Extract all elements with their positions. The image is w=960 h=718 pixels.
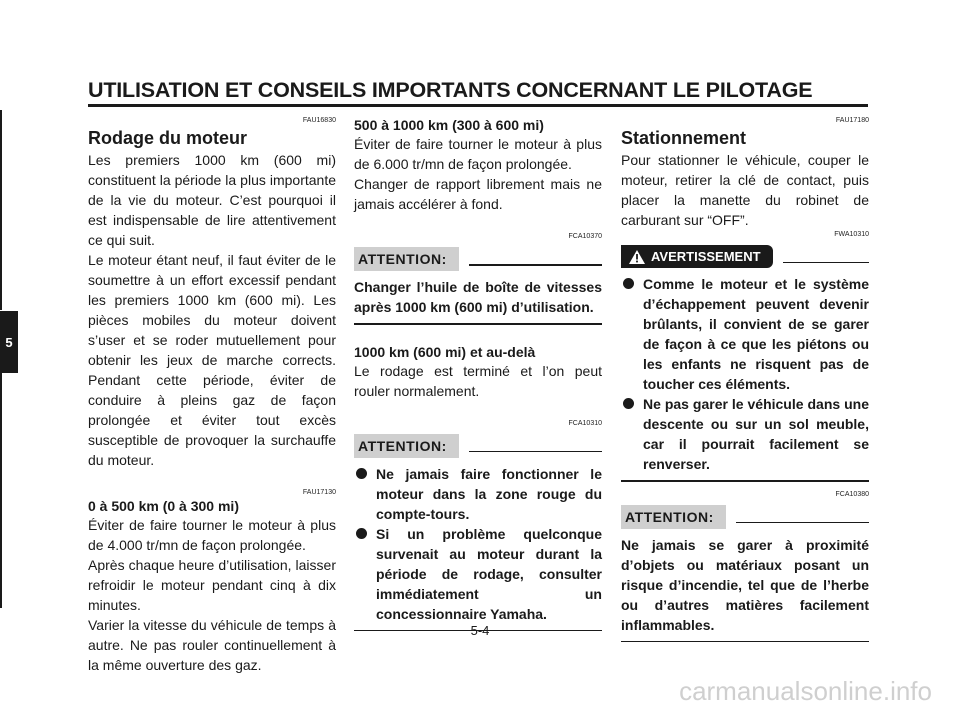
reference-code: FCA10380 bbox=[835, 490, 869, 498]
paragraph: Pour stationner le véhicule, couper le moteur, retirer la clé de contact, puis placer la manette du robinet de carburant sur “OFF”. bbox=[621, 152, 869, 228]
notice-rule bbox=[736, 522, 869, 524]
chapter-tab: 5 bbox=[0, 311, 18, 373]
attention-label: ATTENTION: bbox=[354, 434, 459, 458]
list-item: Comme le moteur et le système d’échappement peuvent devenir brûlants, il convient de se garer de façon à ce que les piétons ou les enfants ne risquent pas de toucher ces éléments. bbox=[621, 274, 869, 394]
reference-code: FAU17130 bbox=[302, 489, 336, 496]
warning-label: AVERTISSEMENT bbox=[621, 245, 773, 268]
attention-notice bbox=[354, 434, 602, 458]
list-item: Ne jamais faire fonctionner le moteur dans la zone rouge du compte-tours. bbox=[354, 464, 602, 524]
page-number: 5-4 bbox=[470, 623, 490, 638]
attention-list bbox=[354, 464, 602, 624]
reference-code: FCA10370 bbox=[568, 233, 602, 240]
page-title: UTILISATION ET CONSEILS IMPORTANTS CONCERNANT LE PILOTAGE bbox=[88, 78, 813, 102]
bullet-dot-icon bbox=[356, 528, 367, 539]
watermark: carmanualsonline.info bbox=[679, 676, 932, 706]
reference-code: FCA10310 bbox=[568, 419, 602, 427]
attention-notice bbox=[354, 247, 602, 271]
reference-code: FAU17180 bbox=[835, 117, 869, 124]
chapter-tab-line bbox=[0, 373, 2, 608]
attention-text: Changer l’huile de boîte de vitesses après 1000 km (600 mi) d’utilisation. bbox=[354, 279, 602, 315]
attention-text: Ne jamais se garer à proximité d’objets ou matériaux posant un risque d’incendie, tel que de l’herbe ou d’autres matières facilement inflammables. bbox=[621, 536, 869, 633]
notice-end-rule bbox=[621, 641, 869, 643]
paragraph: Les premiers 1000 km (600 mi) constituent la période la plus importante de la vie du moteur. C’est pourquoi il est indispensable de lire attentivement ce qui suit. bbox=[88, 152, 336, 248]
chapter-tab-line bbox=[0, 110, 2, 310]
notice-rule bbox=[783, 262, 869, 264]
column-1 bbox=[88, 116, 336, 675]
paragraph: Le moteur étant neuf, il faut éviter de le soumettre à un effort excessif pendant les premiers 1000 km (600 mi). Les pièces mobiles du moteur doivent s’user et se roder mutuellement pour obtenir les jeux de marche corrects. Pendant cette période, éviter de conduire à pleins gaz de façon prolongée et éviter tout excès susceptible de provoquer la surchauffe du moteur. bbox=[88, 252, 336, 468]
reference-code: FAU16830 bbox=[302, 117, 336, 124]
warning-list bbox=[621, 274, 869, 474]
subheading: 1000 km (600 mi) et au-delà bbox=[354, 343, 536, 360]
attention-label: ATTENTION: bbox=[354, 247, 459, 271]
warning-triangle-icon bbox=[629, 250, 645, 264]
header-rule bbox=[88, 104, 868, 107]
reference-code: FWA10310 bbox=[834, 231, 869, 238]
paragraph: Éviter de faire tourner le moteur à plus de 4.000 tr/mn de façon prolongée. bbox=[88, 517, 336, 553]
section-heading-break-in: Rodage du moteur bbox=[88, 128, 248, 148]
attention-notice bbox=[621, 505, 869, 529]
list-item: Ne pas garer le véhicule dans une descente ou sur un sol meuble, car il pourrait facilement se renverser. bbox=[621, 394, 869, 474]
warning-notice bbox=[621, 245, 869, 268]
paragraph: Éviter de faire tourner le moteur à plus de 6.000 tr/mn de façon prolongée. bbox=[354, 136, 602, 172]
bullet-dot-icon bbox=[356, 468, 367, 479]
column-3 bbox=[621, 116, 869, 642]
notice-rule bbox=[469, 451, 602, 453]
subheading: 500 à 1000 km (300 à 600 mi) bbox=[354, 117, 544, 133]
notice-rule bbox=[469, 264, 602, 266]
attention-label: ATTENTION: bbox=[621, 505, 726, 529]
paragraph: Le rodage est terminé et l’on peut rouler normalement. bbox=[354, 362, 602, 399]
paragraph: Varier la vitesse du véhicule de temps à autre. Ne pas rouler continuellement à la même ouverture des gaz. bbox=[88, 617, 336, 673]
paragraph: Après chaque heure d’utilisation, laisser refroidir le moteur pendant cinq à dix minutes. bbox=[88, 557, 336, 613]
bullet-dot-icon bbox=[623, 278, 634, 289]
bullet-dot-icon bbox=[623, 398, 634, 409]
subheading: 0 à 500 km (0 à 300 mi) bbox=[88, 498, 239, 514]
column-2 bbox=[354, 116, 602, 631]
list-item: Si un problème quelconque survenait au moteur durant la période de rodage, consulter immédiatement un concessionnaire Yamaha. bbox=[354, 524, 602, 624]
section-heading-parking: Stationnement bbox=[621, 128, 747, 148]
paragraph: Changer de rapport librement mais ne jamais accélérer à fond. bbox=[354, 176, 602, 212]
